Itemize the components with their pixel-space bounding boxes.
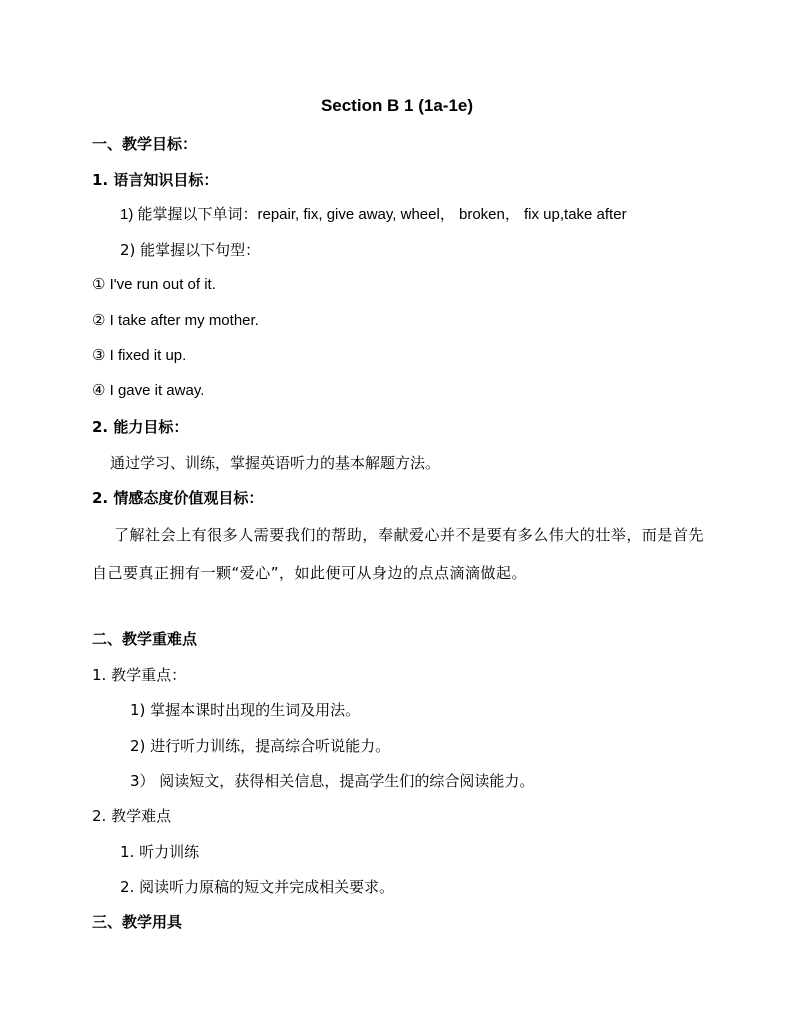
subheading-emotion-values: 2. 情感态度价值观目标： <box>92 489 264 507</box>
sentence-pattern-4: ④ I gave it away. <box>92 382 205 399</box>
vocabulary-item: 1) 能掌握以下单词：repair, fix, give away, wheel， broken， fix up,take after <box>120 206 627 223</box>
section-heading-teaching-aids: 三、教学用具 <box>92 913 183 931</box>
key-point-3: 3） 阅读短文，获得相关信息，提高学生们的综合阅读能力。 <box>130 772 535 790</box>
sentence-patterns-item: 2) 能掌握以下句型： <box>120 241 261 259</box>
section-heading-objectives: 一、教学目标： <box>92 135 198 153</box>
subheading-difficulties: 2. 教学难点 <box>92 807 172 825</box>
key-point-1: 1) 掌握本课时出现的生词及用法。 <box>130 701 361 719</box>
sentence-pattern-1: ① I've run out of it. <box>92 276 216 293</box>
difficulty-2: 2. 阅读听力原稿的短文并完成相关要求。 <box>120 878 395 896</box>
emotion-values-paragraph: 了解社会上有很多人需要我们的帮助，奉献爱心并不是要有多么伟大的壮举，而是首先自己要真正拥有一颗“爱心”，如此便可从身边的点点滴滴做起。 <box>92 526 704 582</box>
subheading-language-knowledge: 1. 语言知识目标： <box>92 171 219 189</box>
ability-text: 通过学习、训练，掌握英语听力的基本解题方法。 <box>110 454 441 472</box>
sentence-pattern-3: ③ I fixed it up. <box>92 347 187 364</box>
subheading-ability: 2. 能力目标： <box>92 418 189 436</box>
subheading-key-points: 1. 教学重点： <box>92 666 187 684</box>
sentence-pattern-2: ② I take after my mother. <box>92 312 259 329</box>
difficulty-1: 1. 听力训练 <box>120 843 200 861</box>
section-heading-key-points: 二、教学重难点 <box>92 630 198 648</box>
key-point-2: 2) 进行听力训练，提高综合听说能力。 <box>130 737 391 755</box>
page-title: Section B 1 (1a-1e) <box>320 96 474 115</box>
